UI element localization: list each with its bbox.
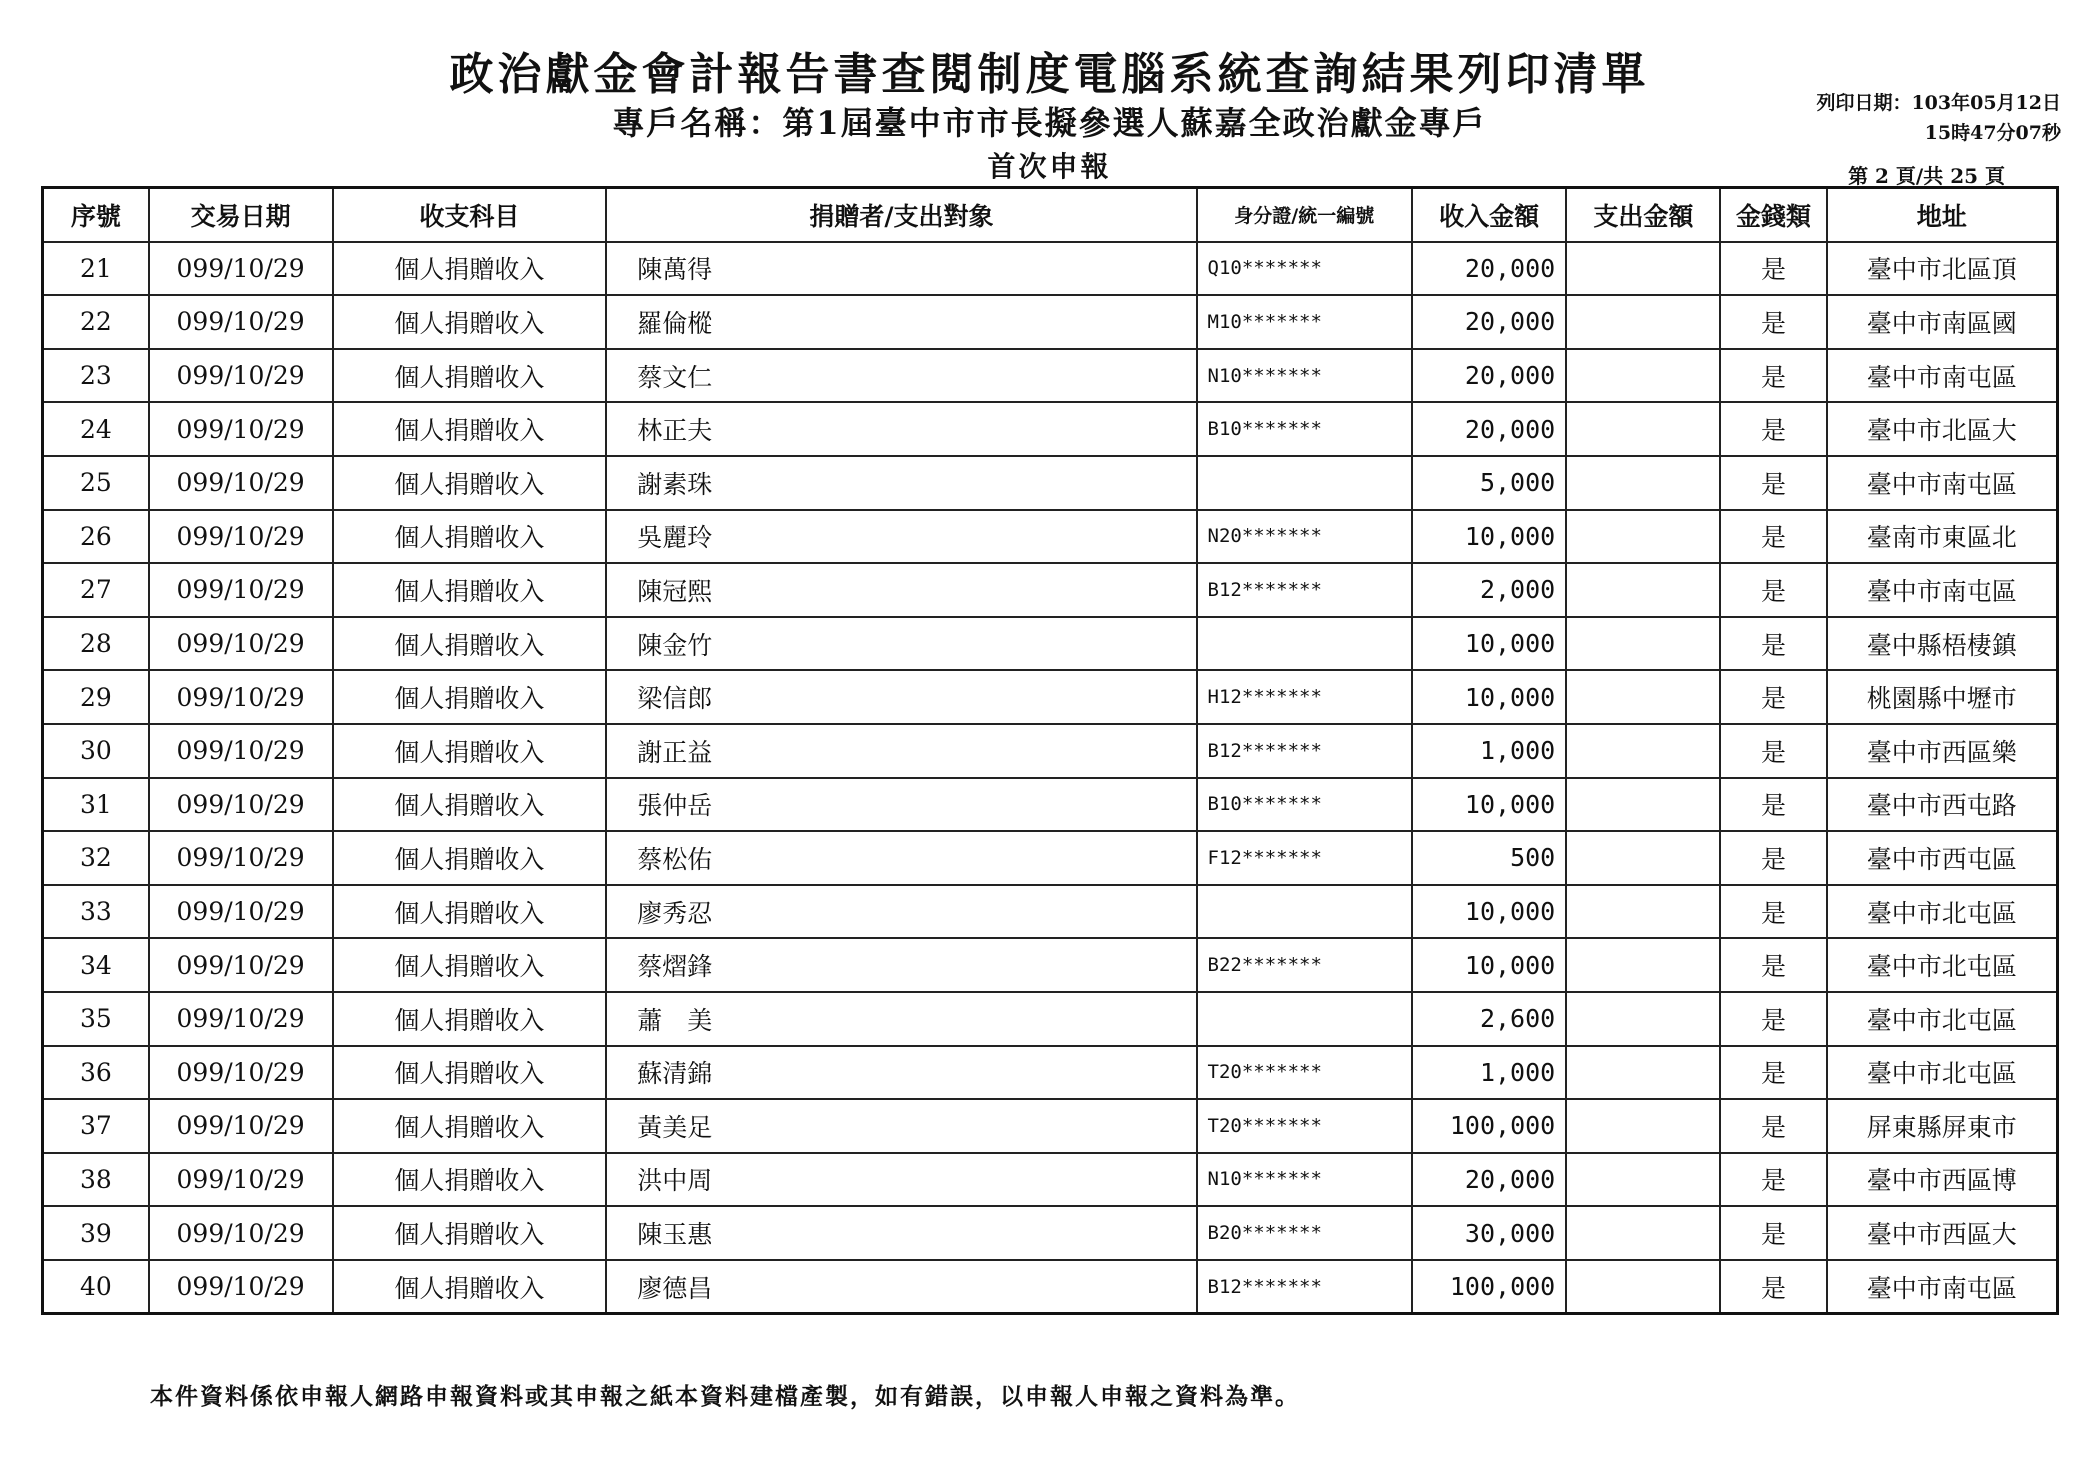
row-income: 20,000	[1412, 242, 1566, 296]
row-subject: 個人捐贈收入	[333, 778, 607, 832]
table-row	[43, 402, 2058, 456]
row-donor: 謝素珠	[606, 456, 1196, 510]
row-address: 臺中市北區大	[1827, 402, 2058, 456]
row-date: 099/10/29	[149, 510, 333, 564]
row-expense	[1566, 992, 1720, 1046]
column-header: 捐贈者/支出對象	[606, 188, 1196, 242]
row-cash-flag: 是	[1720, 295, 1826, 349]
row-date: 099/10/29	[149, 778, 333, 832]
row-address: 臺中市西屯路	[1827, 778, 2058, 832]
row-income: 10,000	[1412, 778, 1566, 832]
column-header: 收入金額	[1412, 188, 1566, 242]
row-date: 099/10/29	[149, 242, 333, 296]
row-income: 20,000	[1412, 295, 1566, 349]
row-date: 099/10/29	[149, 349, 333, 403]
row-date: 099/10/29	[149, 1046, 333, 1100]
row-address: 臺中市北屯區	[1827, 992, 2058, 1046]
row-address: 臺中縣梧棲鎮	[1827, 617, 2058, 671]
row-id-number: N20*******	[1197, 510, 1412, 564]
column-header: 金錢類	[1720, 188, 1826, 242]
row-donor: 蔡松佑	[606, 831, 1196, 885]
row-subject: 個人捐贈收入	[333, 402, 607, 456]
row-expense	[1566, 349, 1720, 403]
row-expense	[1566, 510, 1720, 564]
row-expense	[1566, 563, 1720, 617]
row-address: 臺中市北屯區	[1827, 885, 2058, 939]
row-income: 10,000	[1412, 670, 1566, 724]
row-donor: 陳冠熙	[606, 563, 1196, 617]
row-donor: 梁信郎	[606, 670, 1196, 724]
row-seq: 40	[43, 1260, 149, 1314]
column-header: 支出金額	[1566, 188, 1720, 242]
row-donor: 蔡文仁	[606, 349, 1196, 403]
table-row	[43, 1206, 2058, 1260]
row-donor: 謝正益	[606, 724, 1196, 778]
row-cash-flag: 是	[1720, 778, 1826, 832]
row-address: 臺中市南區國	[1827, 295, 2058, 349]
row-date: 099/10/29	[149, 724, 333, 778]
row-id-number: F12*******	[1197, 831, 1412, 885]
row-date: 099/10/29	[149, 831, 333, 885]
row-address: 臺中市南屯區	[1827, 563, 2058, 617]
row-cash-flag: 是	[1720, 349, 1826, 403]
row-id-number	[1197, 885, 1412, 939]
row-expense	[1566, 831, 1720, 885]
row-subject: 個人捐贈收入	[333, 1260, 607, 1314]
row-income: 2,600	[1412, 992, 1566, 1046]
row-date: 099/10/29	[149, 1260, 333, 1314]
row-seq: 38	[43, 1153, 149, 1207]
table-header-row	[43, 188, 2058, 242]
print-time: 15時47分07秒	[1924, 122, 2061, 144]
table-row	[43, 295, 2058, 349]
row-address: 臺中市南屯區	[1827, 349, 2058, 403]
row-income: 1,000	[1412, 724, 1566, 778]
row-address: 桃園縣中壢市	[1827, 670, 2058, 724]
table-row	[43, 831, 2058, 885]
row-id-number	[1197, 617, 1412, 671]
row-subject: 個人捐贈收入	[333, 349, 607, 403]
row-id-number: B22*******	[1197, 938, 1412, 992]
row-cash-flag: 是	[1720, 1046, 1826, 1100]
table-row	[43, 885, 2058, 939]
row-id-number: B12*******	[1197, 1260, 1412, 1314]
row-cash-flag: 是	[1720, 456, 1826, 510]
row-donor: 廖德昌	[606, 1260, 1196, 1314]
row-id-number: T20*******	[1197, 1099, 1412, 1153]
row-donor: 黃美足	[606, 1099, 1196, 1153]
document-title: 政治獻金會計報告書查閱制度電腦系統查詢結果列印清單	[449, 49, 1650, 100]
row-date: 099/10/29	[149, 1099, 333, 1153]
row-seq: 26	[43, 510, 149, 564]
row-expense	[1566, 295, 1720, 349]
row-seq: 23	[43, 349, 149, 403]
row-donor: 張仲岳	[606, 778, 1196, 832]
row-subject: 個人捐贈收入	[333, 563, 607, 617]
row-date: 099/10/29	[149, 1206, 333, 1260]
row-expense	[1566, 242, 1720, 296]
row-id-number: Q10*******	[1197, 242, 1412, 296]
table-row	[43, 349, 2058, 403]
row-date: 099/10/29	[149, 885, 333, 939]
account-name-line	[0, 98, 2099, 144]
column-header: 收支科目	[333, 188, 607, 242]
table-row	[43, 670, 2058, 724]
row-id-number	[1197, 992, 1412, 1046]
row-expense	[1566, 1153, 1720, 1207]
row-id-number: B12*******	[1197, 563, 1412, 617]
row-income: 1,000	[1412, 1046, 1566, 1100]
row-income: 10,000	[1412, 617, 1566, 671]
row-date: 099/10/29	[149, 1153, 333, 1207]
row-subject: 個人捐贈收入	[333, 938, 607, 992]
row-seq: 24	[43, 402, 149, 456]
row-seq: 32	[43, 831, 149, 885]
table-row	[43, 1260, 2058, 1314]
row-expense	[1566, 938, 1720, 992]
row-seq: 31	[43, 778, 149, 832]
row-address: 臺中市西屯區	[1827, 831, 2058, 885]
row-date: 099/10/29	[149, 617, 333, 671]
row-expense	[1566, 456, 1720, 510]
row-id-number: B20*******	[1197, 1206, 1412, 1260]
column-header: 身分證/統一編號	[1197, 188, 1412, 242]
page-indicator: 第 2 頁/共 25 頁	[1848, 164, 2005, 188]
row-id-number: N10*******	[1197, 1153, 1412, 1207]
row-expense	[1566, 1206, 1720, 1260]
row-cash-flag: 是	[1720, 670, 1826, 724]
row-income: 30,000	[1412, 1206, 1566, 1260]
account-label: 專戶名稱：	[612, 104, 783, 142]
row-subject: 個人捐贈收入	[333, 831, 607, 885]
row-id-number: B10*******	[1197, 778, 1412, 832]
row-donor: 蔡熠鋒	[606, 938, 1196, 992]
table-row	[43, 510, 2058, 564]
row-donor: 吳麗玲	[606, 510, 1196, 564]
row-income: 10,000	[1412, 885, 1566, 939]
row-address: 臺中市西區大	[1827, 1206, 2058, 1260]
row-seq: 35	[43, 992, 149, 1046]
row-seq: 37	[43, 1099, 149, 1153]
row-subject: 個人捐贈收入	[333, 510, 607, 564]
row-subject: 個人捐贈收入	[333, 1046, 607, 1100]
row-seq: 21	[43, 242, 149, 296]
row-address: 臺中市西區樂	[1827, 724, 2058, 778]
row-subject: 個人捐贈收入	[333, 295, 607, 349]
row-expense	[1566, 724, 1720, 778]
row-expense	[1566, 617, 1720, 671]
row-seq: 22	[43, 295, 149, 349]
row-address: 臺中市北屯區	[1827, 938, 2058, 992]
row-expense	[1566, 778, 1720, 832]
row-cash-flag: 是	[1720, 242, 1826, 296]
row-id-number: B12*******	[1197, 724, 1412, 778]
row-donor: 洪中周	[606, 1153, 1196, 1207]
row-donor: 林正夫	[606, 402, 1196, 456]
row-address: 臺中市北屯區	[1827, 1046, 2058, 1100]
row-expense	[1566, 1099, 1720, 1153]
table-row	[43, 724, 2058, 778]
report-type: 首次申報	[987, 150, 1112, 183]
row-expense	[1566, 885, 1720, 939]
row-income: 20,000	[1412, 402, 1566, 456]
donation-table	[41, 186, 2059, 1315]
row-seq: 36	[43, 1046, 149, 1100]
row-income: 10,000	[1412, 510, 1566, 564]
row-seq: 34	[43, 938, 149, 992]
row-seq: 30	[43, 724, 149, 778]
table-row	[43, 778, 2058, 832]
row-date: 099/10/29	[149, 938, 333, 992]
row-cash-flag: 是	[1720, 563, 1826, 617]
row-income: 20,000	[1412, 1153, 1566, 1207]
footer-note: 本件資料係依申報人網路申報資料或其申報之紙本資料建檔產製，如有錯誤，以申報人申報之資料為準。	[150, 1383, 1300, 1410]
row-cash-flag: 是	[1720, 617, 1826, 671]
row-date: 099/10/29	[149, 563, 333, 617]
table-row	[43, 938, 2058, 992]
table-row	[43, 1099, 2058, 1153]
row-cash-flag: 是	[1720, 1099, 1826, 1153]
row-date: 099/10/29	[149, 402, 333, 456]
row-expense	[1566, 1046, 1720, 1100]
row-subject: 個人捐贈收入	[333, 724, 607, 778]
print-info	[1816, 88, 2061, 148]
table-row	[43, 563, 2058, 617]
row-cash-flag: 是	[1720, 724, 1826, 778]
row-address: 屏東縣屏東市	[1827, 1099, 2058, 1153]
table-row	[43, 242, 2058, 296]
row-donor: 陳玉惠	[606, 1206, 1196, 1260]
row-date: 099/10/29	[149, 992, 333, 1046]
table-row	[43, 1046, 2058, 1100]
row-expense	[1566, 1260, 1720, 1314]
row-subject: 個人捐贈收入	[333, 1206, 607, 1260]
row-income: 5,000	[1412, 456, 1566, 510]
print-date: 列印日期：103年05月12日	[1816, 92, 2061, 114]
column-header: 序號	[43, 188, 149, 242]
row-cash-flag: 是	[1720, 992, 1826, 1046]
row-income: 20,000	[1412, 349, 1566, 403]
row-subject: 個人捐贈收入	[333, 242, 607, 296]
table-row	[43, 992, 2058, 1046]
row-donor: 蕭 美	[606, 992, 1196, 1046]
row-date: 099/10/29	[149, 670, 333, 724]
row-subject: 個人捐贈收入	[333, 1099, 607, 1153]
row-subject: 個人捐贈收入	[333, 617, 607, 671]
row-donor: 廖秀忍	[606, 885, 1196, 939]
row-date: 099/10/29	[149, 456, 333, 510]
row-donor: 陳金竹	[606, 617, 1196, 671]
account-name: 第1屆臺中市市長擬參選人蘇嘉全政治獻金專戶	[782, 104, 1487, 142]
row-cash-flag: 是	[1720, 885, 1826, 939]
row-address: 臺中市南屯區	[1827, 1260, 2058, 1314]
row-donor: 羅倫樅	[606, 295, 1196, 349]
row-cash-flag: 是	[1720, 1206, 1826, 1260]
row-subject: 個人捐贈收入	[333, 456, 607, 510]
row-income: 100,000	[1412, 1260, 1566, 1314]
row-seq: 39	[43, 1206, 149, 1260]
row-subject: 個人捐贈收入	[333, 885, 607, 939]
row-cash-flag: 是	[1720, 402, 1826, 456]
table-row	[43, 456, 2058, 510]
row-address: 臺中市西區博	[1827, 1153, 2058, 1207]
column-header: 交易日期	[149, 188, 333, 242]
table-row	[43, 1153, 2058, 1207]
row-donor: 蘇清錦	[606, 1046, 1196, 1100]
row-cash-flag: 是	[1720, 510, 1826, 564]
row-subject: 個人捐贈收入	[333, 1153, 607, 1207]
column-header: 地址	[1827, 188, 2058, 242]
row-seq: 33	[43, 885, 149, 939]
row-donor: 陳萬得	[606, 242, 1196, 296]
row-expense	[1566, 670, 1720, 724]
row-id-number: N10*******	[1197, 349, 1412, 403]
row-date: 099/10/29	[149, 295, 333, 349]
row-subject: 個人捐贈收入	[333, 992, 607, 1046]
row-id-number	[1197, 456, 1412, 510]
row-income: 2,000	[1412, 563, 1566, 617]
row-expense	[1566, 402, 1720, 456]
row-income: 500	[1412, 831, 1566, 885]
row-seq: 25	[43, 456, 149, 510]
row-subject: 個人捐贈收入	[333, 670, 607, 724]
row-seq: 29	[43, 670, 149, 724]
row-income: 10,000	[1412, 938, 1566, 992]
row-cash-flag: 是	[1720, 938, 1826, 992]
row-income: 100,000	[1412, 1099, 1566, 1153]
row-cash-flag: 是	[1720, 831, 1826, 885]
row-id-number: B10*******	[1197, 402, 1412, 456]
row-id-number: H12*******	[1197, 670, 1412, 724]
row-cash-flag: 是	[1720, 1153, 1826, 1207]
row-address: 臺中市南屯區	[1827, 456, 2058, 510]
row-seq: 28	[43, 617, 149, 671]
table-row	[43, 617, 2058, 671]
row-address: 臺南市東區北	[1827, 510, 2058, 564]
row-id-number: T20*******	[1197, 1046, 1412, 1100]
row-address: 臺中市北區頂	[1827, 242, 2058, 296]
row-seq: 27	[43, 563, 149, 617]
row-cash-flag: 是	[1720, 1260, 1826, 1314]
row-id-number: M10*******	[1197, 295, 1412, 349]
